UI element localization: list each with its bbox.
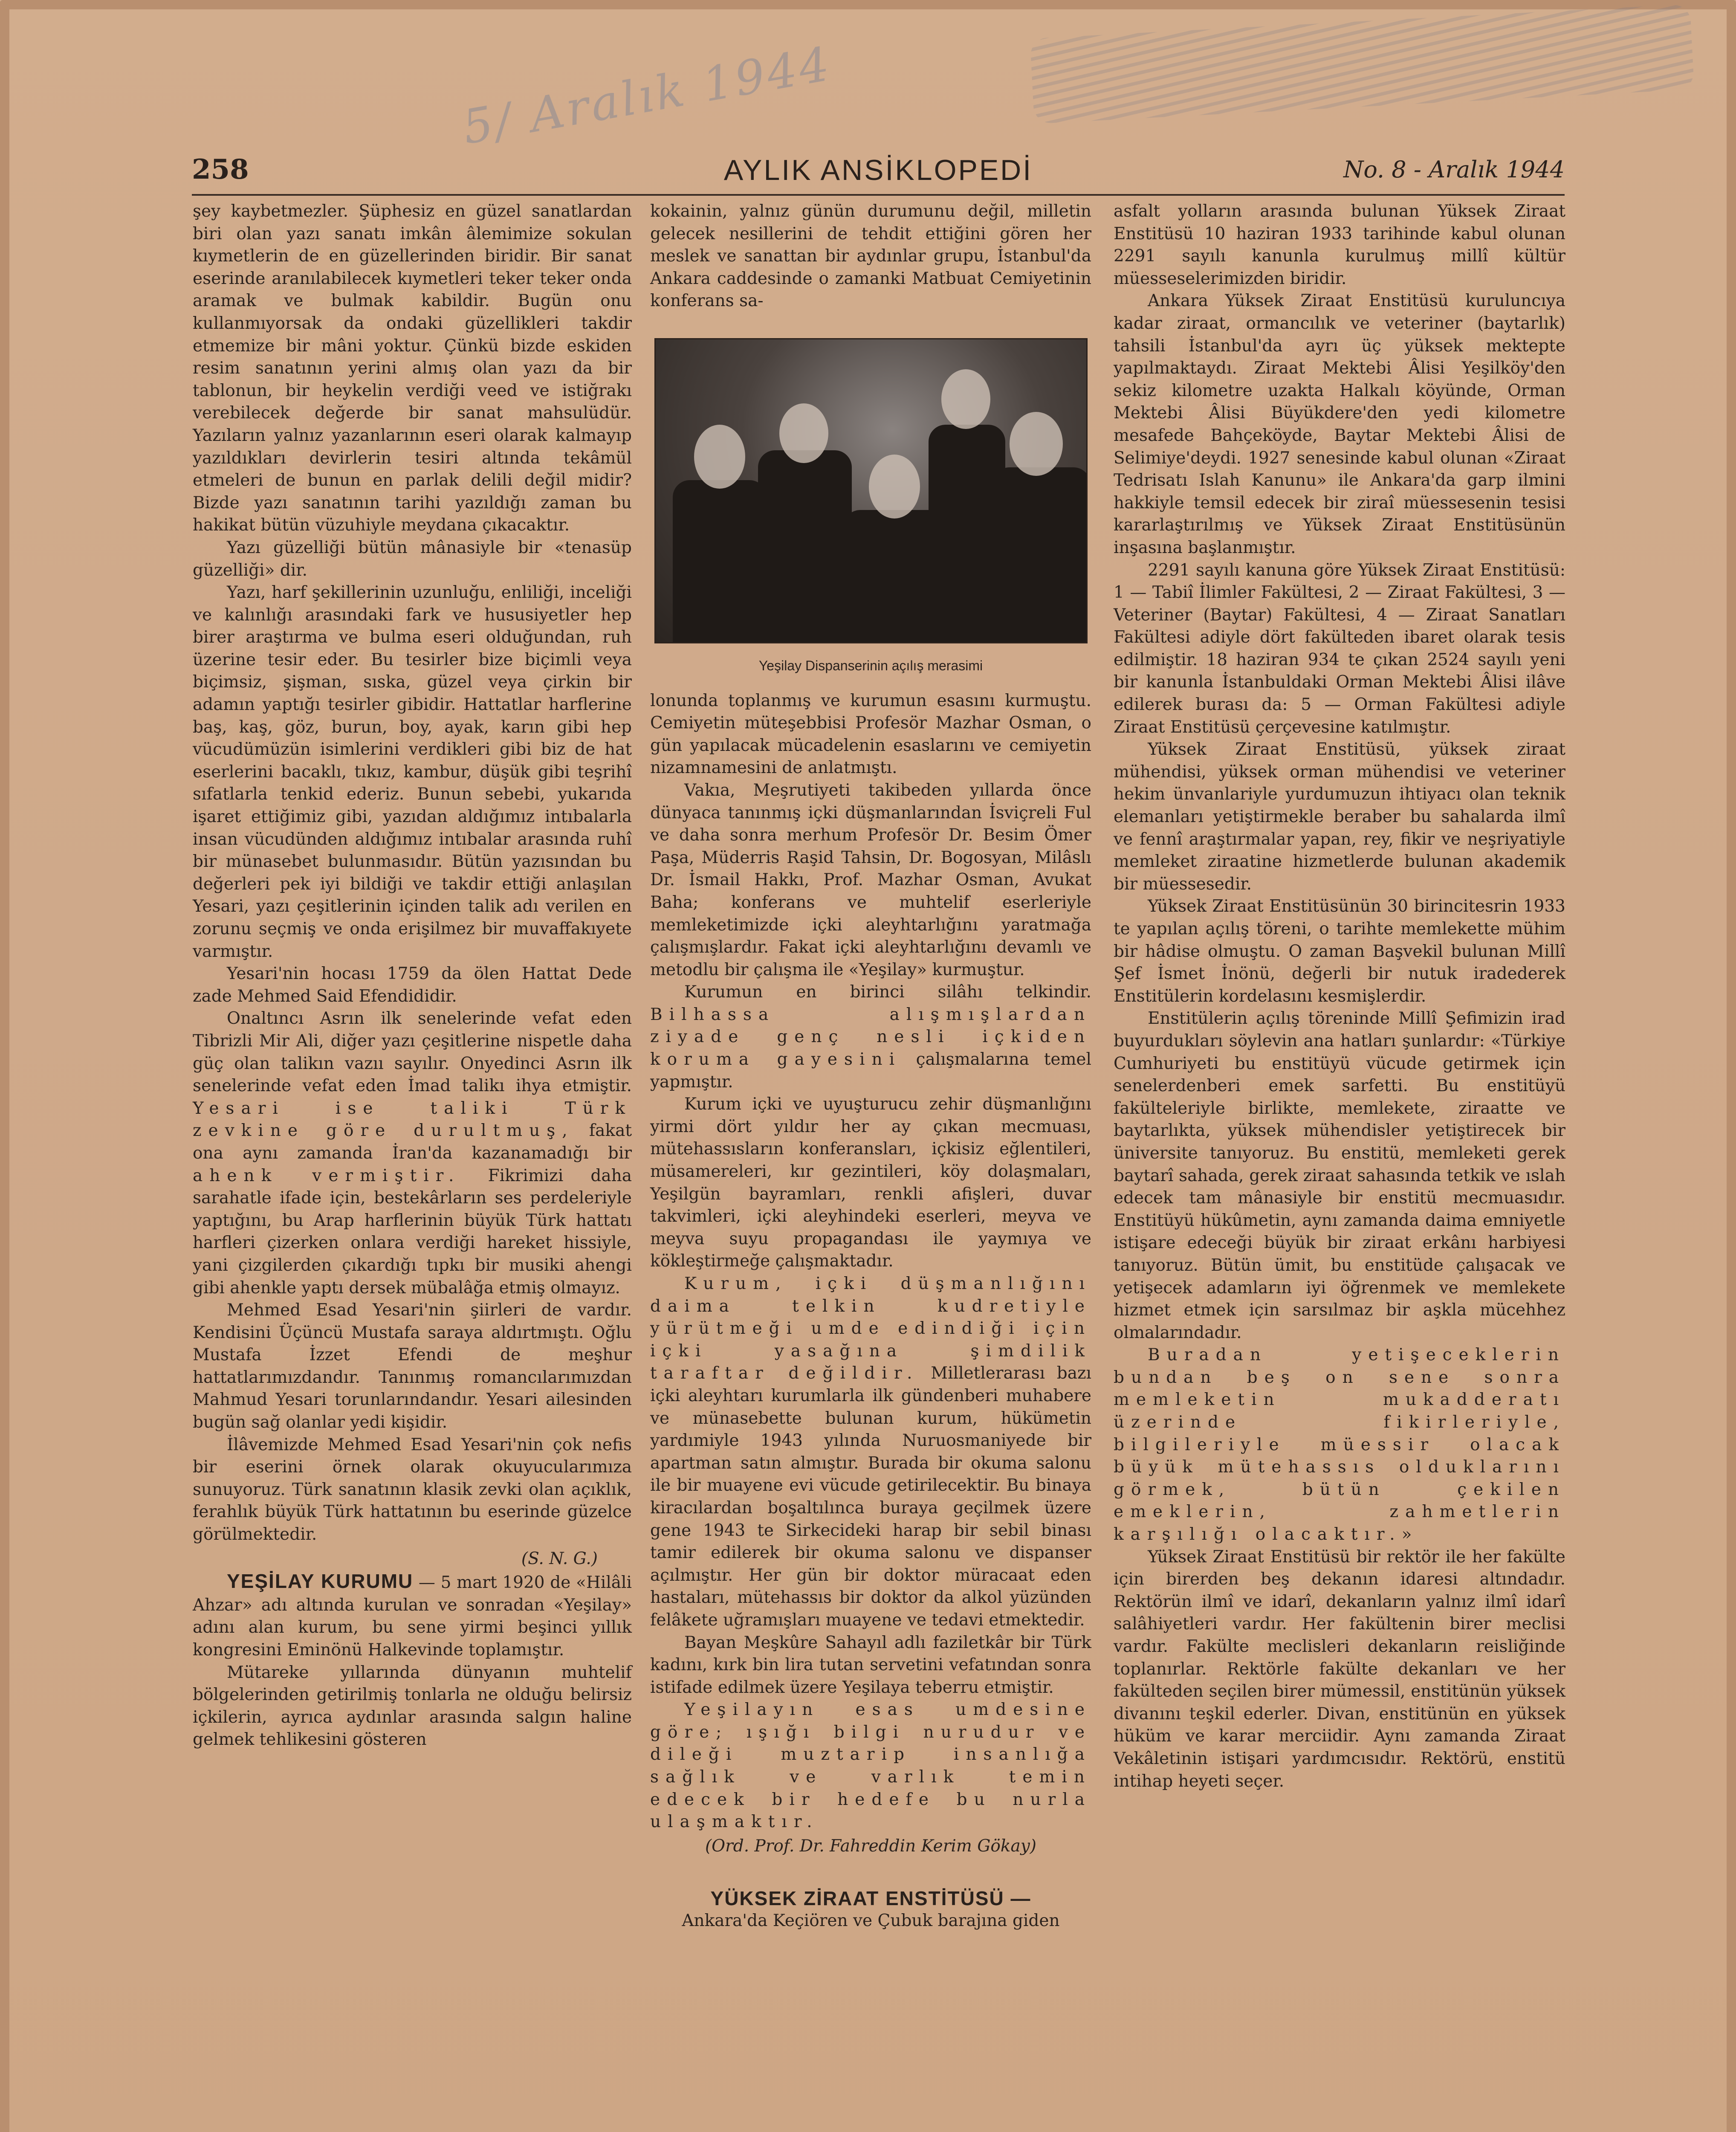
paragraph: Yüksek Ziraat Enstitüsünün 30 birincitesrin 1933 te yapılan açılış töreni, o tarihte memlekette mühim bir hâdise olmuştu. O zaman Başvekil bulunan Millî Şef İsmet İnönü, değerli bir nutuk iradederek Enstitülerin kordelasını kesmişlerdir. <box>1114 897 1565 1006</box>
paragraph: 2291 sayılı kanuna göre Yüksek Ziraat Enstitüsü: 1 — Tabiî İlimler Fakültesi, 2 — Ziraat Fakültesi, 3 — Veteriner (Baytar) Fakültesi, 4 — Ziraat Sanatları Fakültesi adiyle dört fakülteden ibaret olarak tesis edilmiştir. 18 haziran 934 te çıkan 2524 sayılı yeni bir kanunla İstanbuldaki Orman Mektebi Âlisi ilâve edilerek burası da: 5 — Orman Fakültesi adiyle Ziraat Enstitüsü çerçevesine katılmıştır. <box>1114 560 1565 737</box>
text-run: Fikrimizi daha sarahatle ifade için, bestekârların ses perdeleriyle yaptığını, bu Arap harflerinin büyük Türk hattatı harfleri çizerken onlara verdiği hareket hissiyle, yani çizgilerden çıkardığı tıpkı bir musiki ahengi gibi ahenkle yaptı dersek mübalâğa etmiş olmayız. <box>193 1166 632 1298</box>
handwritten-date: 5/ Aralık 1944 <box>458 36 836 155</box>
section-heading: YEŞİLAY KURUMU <box>227 1570 414 1593</box>
page-header <box>192 154 1565 192</box>
paragraph: Yazı, harf şekillerinin uzunluğu, enliliği, inceliği ve kalınlığı arasındaki fark ve hususiyetler hep birer araştırma ve bulma eseri olduğundan, ruh üzerine tesir eder. Bu tesirler bize biçimli veya biçimsiz, şişman, sıska, güzel veya çirkin bir adamın yaptığı tesirler gibidir. Hattatlar harflerine baş, kaş, göz, burun, boy, ayak, karın gibi hep vücudümüzün isimlerini verdikleri gibi biz de hat eserlerini bacaklı, tıkız, kambur, düşük gibi teşrihî sıfatlarla tenkid ederiz. Bunun sebebi, yukarıda işaret ettiğimiz gibi, yazıdan aldığımız intıbalarla insan vücudünden aldığımız intıbalar arasında ruhî bir münasebet bulunmasıdır. Bütün yazısından bu değerleri pek iyi bildiği ve takdir ettiği anlaşılan Yesari, yazı çeşitlerinin içinden talik adı verilen en zorunu seçmiş ve onda erişilmez bir muvaffakıyete varmıştır. <box>193 583 632 961</box>
paragraph <box>650 1273 1091 1632</box>
paragraph: Mütareke yıllarında dünyanın muhtelif bölgelerinden getirilmiş tonlarla ne olduğu belirsiz içkilerin, ayrıca aydınlar arasında salgın haline gelmek tehlikesini gösteren <box>193 1663 632 1750</box>
paragraph: Yesari'nin hocası 1759 da ölen Hattat Dede zade Mehmed Said Efendididir. <box>193 964 632 1006</box>
section-heading: YÜKSEK ZİRAAT ENSTİTÜSÜ — <box>710 1887 1031 1910</box>
paragraph: Mehmed Esad Yesari'nin şiirleri de vardır. Kendisini Üçüncü Mustafa saraya aldırtmıştı. Oğlu Mustafa İzzet Efendi de meşhur hattatlarımızdandır. Tanınmış romancılarımızdan Mahmud Yesari torunlarındandır. Yesari ailesinden bugün sağ olanlar yedi kişidir. <box>193 1301 632 1432</box>
paragraph: Ankara Yüksek Ziraat Enstitüsü kuruluncıya kadar ziraat, ormancılık ve veteriner (baytarlık) tahsili İstanbul'da ayrı üç yüksek mektepte yapılmaktaydı. Ziraat Mektebi Âlisi Yeşilköy'den sekiz kilometre uzakta Halkalı köyünde, Orman Mektebi Âlisi Büyükdere'den yedi kilometre mesafede Bahçeköyde, Baytar Mektebi Âlisi de Selimiye'deydi. 1927 senesinde kabul olunan «Ziraat Tedrisatı Islah Kanunu» ile Ankara'da garp ilmini hakkiyle temsil edecek bir ziraî müessesenin tesisi kararlaştırılmış ve Yüksek Ziraat Enstitüsünün inşasına başlanmıştır. <box>1114 291 1565 557</box>
photo-figure <box>673 480 767 643</box>
paragraph: İlâvemizde Mehmed Esad Yesari'nin çok nefis bir eserini örnek olarak okuyucularımıza sunuyoruz. Türk sanatının klasik zevki olan açıklık, ferahlık büyük Türk hattatının bu eserinde güzelce görülmektedir. <box>193 1435 632 1544</box>
paragraph: Kurum içki ve uyuşturucu zehir düşmanlığını yirmi dört yıldır her ay çıkan mecmuası, mütehassısların konferansları, içkisiz eğlentileri, müsamereleri, kır gezintileri, köy dolaşmaları, Yeşilgün bayramları, renkli afişleri, duvar takvimleri, içki aleyhindeki eserleri, meyva ve meyva suyu propagandası ile yaymıya ve kökleştirmeğe çalışmaktadır. <box>650 1095 1091 1271</box>
photo-figure <box>758 450 852 643</box>
paragraph: Yüksek Ziraat Enstitüsü bir rektör ile her fakülte için birerden beş dekanın idaresi altındadır. Rektörün ilmî ve idarî, dekanların yalnız ilmî idarî salâhiyetleri vardır. Her fakültenin birer meclisi vardır. Fakülte meclisleri dekanların reisliğinde toplanırlar. Rektörle fakülte dekanları ve her fakülteden seçilen birer mümessil, enstitünün yüksek divanını teşkil ederler. Divan, enstitünün en yüksek hüküm ve karar merciidir. Aynı zamanda Ziraat Vekâletinin istişari yardımcısıdır. Rektörü, enstitü intihap heyeti seçer. <box>1114 1547 1565 1791</box>
issue-info: No. 8 - Aralık 1944 <box>1343 156 1565 183</box>
column-3 <box>1114 200 1565 1793</box>
column-2 <box>650 200 1091 1932</box>
text-run: Kurumun en birinci silâhı telkindir. <box>684 982 1091 1002</box>
text-run: çalışmalarına temel yapmıştır. <box>650 1050 1091 1092</box>
photo-figure <box>992 467 1088 643</box>
paragraph <box>650 981 1091 1093</box>
text-run: Milletlerarası bazı içki aleyhtarı kurumlarla ilk gündenberi muhabere ve münasebette bulunan kurum, hükümetin yardımiyle 1943 yılında Nuruosmaniyede bir apartman satın almıştır. Burada bir okuma salonu ile bir muayene evi vücude getirilecektir. Bu binaya kiracılardan boşaltılınca buraya geçilmek üzere gene 1943 te Sirkecideki harap bir sebil binası tamir edilerek bir okuma salonu ve dispanser açılmıştır. Her gün bir doktor müracaat eden hastaları, mütehassıs bir doktor da alkol yüzünden felâkete uğramışları muayene ve tedavi etmektedir. <box>650 1364 1092 1630</box>
text-run: — 5 mart 1920 de «Hilâli Ahzar» adı altında kurulan ve sonradan «Yeşilay» adını alan kurum, bu sene yirmi beşinci yıllık kongresini Eminönü Halkevinde toplamıştır. <box>193 1573 632 1660</box>
signature: (S. N. G.) <box>521 1549 598 1568</box>
paragraph: Yeşilayın esas umdesine göre; ışığı bilgi nurudur ve dileği muztarip insanlığa sağlık ve varlık temin edecek bir hedefe bu nurla ulaşmaktır. <box>650 1700 1091 1832</box>
paragraph: asfalt yolların arasında bulunan Yüksek Ziraat Enstitüsü 10 haziran 1933 tarihinde kabul olunan 2291 sayılı kanunla kurulmuş millî kültür müesseselerimizden biridir. <box>1114 202 1565 288</box>
section-yesilay <box>193 1570 632 1661</box>
header-rule <box>192 194 1565 196</box>
page-number: 258 <box>192 154 249 185</box>
paragraph: Ankara'da Keçiören ve Çubuk barajına giden <box>682 1911 1060 1931</box>
photo-face <box>941 369 990 429</box>
paragraph: Enstitülerin açılış töreninde Millî Şefimizin irad buyurdukları söylevin ana hatları şunlardır: «Türkiye Cumhuriyeti bu enstitüyü vücude getirmek için senelerdenberi emek sarfetti. Bu enstitüyü fakülteleriyle birlikte, memlekete, ziraatte ve baytarlıkta, yüksek mühendisler yetiştirecek bir üniversite tanıyoruz. Bu enstitü, memleketi gerek baytarî sahada, gerek ziraat sahasında tetkik ve ıslah edecek tam mânasiyle bir enstitü mecmuasıdır. Enstitüyü hükûmetin, aynı zamanda daima emniyetle istişare edeceği büyük bir ziraat erkânı harbiyesi tanıyoruz. Bütün ümit, bu enstitüde çalışacak ve yetişecek adamların iyi öğrenmek ve memlekete hizmet etmek için sarsılmaz bir aşkla mücehhez olmalarındadır. <box>1114 1009 1565 1342</box>
paragraph: Buradan yetişeceklerin bundan beş on sene sonra memleketin mukadderatı üzerinde fikirleriyle, bilgileriyle müessir olacak büyük mütehassıs olduklarını görmek, bütün çekilen emeklerin, zahmetlerin karşılığı olacaktır.» <box>1114 1345 1565 1544</box>
paragraph: Bayan Meşkûre Sahayıl adlı faziletkâr bir Türk kadını, kırk bin lira tutan servetini vefatından sonra istifade edilmek üzere Yeşilaya teberru etmiştir. <box>650 1633 1091 1697</box>
paragraph: şey kaybetmezler. Şüphesiz en güzel sanatlardan biri olan yazı sanatı imkân âlemimize sokulan kıymetlerin de en güzellerinden biridir. Bir sanat eserinde aranılabilecek kıymetleri teker teker onda aramak ve bulmak kabildir. Bugün onu kullanmıyorsak da ondaki güzellikleri takdir etmemize bir mâni yoktur. Çünkü bizde eskiden resim sanatının yerini almış olan yazı da bir tablonun, bir heykelin verdiği veed ve istiğrakı verebilecek değerde bir sanat mahsulüdür. Yazıların yalnız yazanlarının eseri olarak kalmayıp yazıldıkları devirlerin tesiri altında tekâmül etmeleri de bunun en parlak delili değil midir? Bizde yazı sanatının tarihi yazıldığı zaman bu hakikat bütün vüzuhiyle meydana çıkacaktır. <box>193 202 632 535</box>
photo-face <box>694 425 745 489</box>
paragraph <box>193 1008 632 1299</box>
ceremony-photo <box>654 338 1088 643</box>
paragraph: kokainin, yalnız günün durumunu değil, milletin gelecek nesillerini de tehdit ettiğini gören her meslek ve sanattan bir aydınlar grupu, İstanbul'da Ankara caddesinde o zamanki Matbuat Cemiyetinin konferans sa- <box>650 202 1091 311</box>
spaced-text: ahenk vermiştir. <box>193 1166 461 1185</box>
paragraph: lonunda toplanmış ve kurumun esasını kurmuştu. Cemiyetin müteşebbisi Profesör Mazhar Osman, o gün yapılacak mücadelenin esaslarını ve cemiyetin nizamnamesini de anlatmıştı. <box>650 691 1091 778</box>
paragraph: Yazı güzelliği bütün mânasiyle bir «tenasüp güzelliği» dir. <box>193 538 632 580</box>
spaced-text: Kurum, içki düşmanlığını daima telkin kudretiyle yürütmeği umde edindiği için içki yasağına şimdilik taraftar değildir. <box>650 1274 1091 1383</box>
photo-caption: Yeşilay Dispanserinin açılış merasimi <box>758 658 983 673</box>
spaced-text: Yesari ise taliki Türk zevkine göre durultmuş, <box>193 1098 632 1141</box>
magazine-title: AYLIK ANSİKLOPEDİ <box>723 154 1033 186</box>
text-run: Onaltıncı Asrın ilk senelerinde vefat eden Tibrizli Mir Ali, diğer yazı çeşitlerine nispetle daha güç olan talikın vazıı sayılır. Onyedinci Asrın ilk senelerinde vefat eden İmad talikı ihya etmiştir. <box>193 1009 632 1096</box>
photo-face <box>779 403 828 463</box>
text-run: fakat ona aynı zamanda İran'da kazanamadığı bir <box>193 1121 632 1163</box>
paragraph: Vakıa, Meşrutiyeti takibeden yıllarda önce dünyaca tanınmış içki düşmanlarından İsviçreli Ful ve daha sonra merhum Profesör Dr. Besim Ömer Paşa, Müderris Raşid Tahsin, Dr. Bogosyan, Milâslı Dr. İsmail Hakkı, Prof. Mazhar Osman, Avukat Baha; konferans ve muhtelif eserleriyle memleketimizde içki aleyhtarlığını yaratmağa çalışmışlardır. Fakat içki aleyhtarlığını devamlı ve metodlu bir çalışma ile «Yeşilay» kurmuştur. <box>650 780 1091 979</box>
spaced-text: Bilhassa alışmışlardan ziyade genç nesli içkiden koruma gayesini <box>650 1005 1091 1069</box>
signature: (Ord. Prof. Dr. Fahreddin Kerim Gökay) <box>705 1836 1037 1856</box>
paragraph: Yüksek Ziraat Enstitüsü, yüksek ziraat mühendisi, yüksek orman mühendisi ve veteriner hekim ünvanlariyle yurdumuzun ihtiyacı olan teknik elemanları yetiştirmekle beraber bu sahalarda ilmî ve fennî araştırmalar yapan, rey, fikir ve neşriyatiyle memleket ziraatine hizmetlerde bulunan akademik bir müessesedir. <box>1114 740 1565 894</box>
photo-face <box>1010 412 1063 476</box>
column-1 <box>193 200 632 1751</box>
ink-stamp-smudge <box>1030 4 1694 124</box>
photo-face <box>869 455 920 519</box>
